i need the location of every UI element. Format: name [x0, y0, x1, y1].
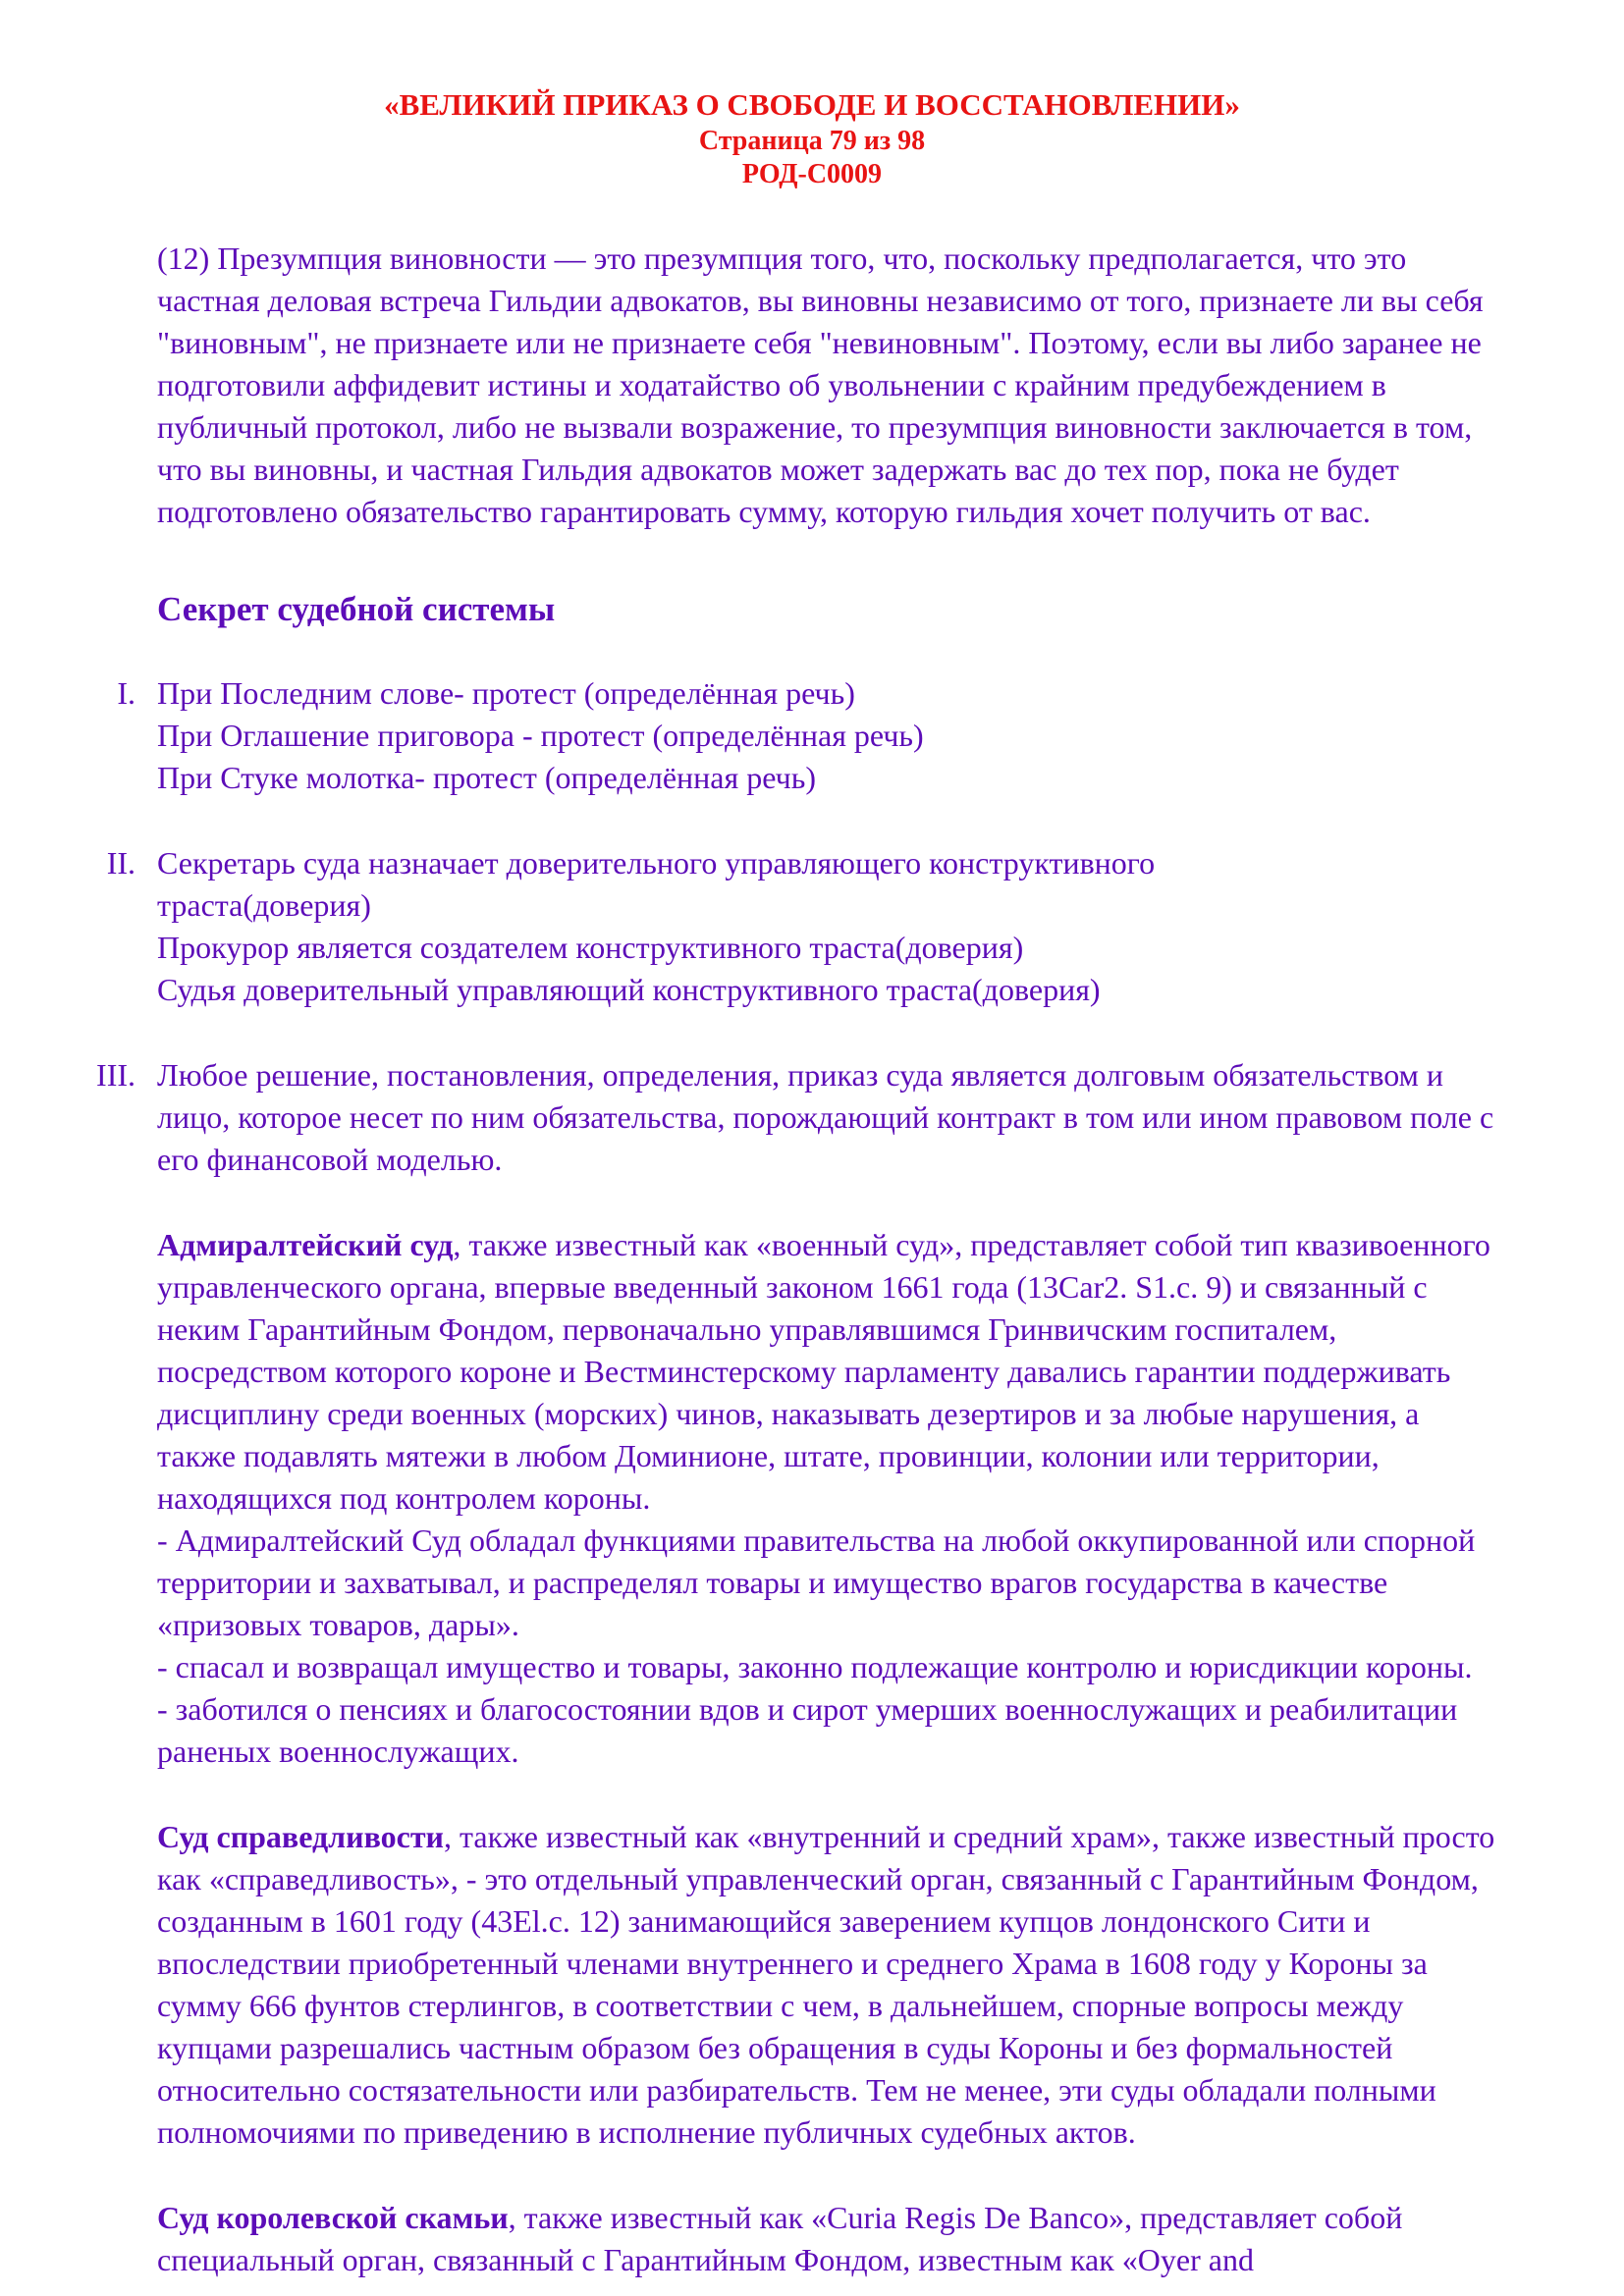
list-numeral: II. — [106, 844, 135, 881]
list-numeral: III. — [96, 1056, 135, 1093]
list-item — [96, 1054, 1504, 1181]
kings-bench-body: , также известный как «Curia Regis De Banco», представляет собой специальный орган, связанный с Гарантийным Фондом, известным как «Oyer and — [157, 2199, 1403, 2277]
list-item — [106, 842, 1504, 1011]
admiralty-court-text — [157, 1224, 1504, 1520]
admiralty-bullet: - спасал и возвращал имущество и товары, законно подлежащие контролю и юрисдикции короны. — [157, 1648, 1473, 1684]
paragraph-presumption-of-guilt: (12) Презумпция виновности — это презумпция того, что, поскольку предполагается, что это частная деловая встреча Гильдии адвокатов, вы виновны независимо от того, признаете ли вы себя "виновным", не признаете или не признаете себя "невиновным". Поэтому, если вы либо заранее не подготовили аффидевит истины и ходатайство об увольнении с крайним предубеждением в публичный протокол, либо не вызвали возражение, то презумпция виновности заключается в том, что вы виновны, и частная Гильдия адвокатов может задержать вас до тех пор, пока не будет подготовлено обязательство гарантировать сумму, которую гильдия хочет получить от вас. — [157, 240, 1484, 529]
kings-bench-text — [157, 2197, 1504, 2281]
list-numeral: I. — [117, 674, 135, 711]
list-line: При Оглашение приговора - протест (определённая речь) — [157, 717, 924, 753]
list-line: При Стуке молотка- протест (определённая речь) — [157, 759, 816, 795]
admiralty-court-term: Адмиралтейский суд — [157, 1226, 454, 1262]
page-number: Страница 79 из 98 — [698, 126, 926, 157]
list-item-content — [157, 1054, 1504, 1181]
document-title: «ВЕЛИКИЙ ПРИКАЗ О СВОБОДЕ И ВОССТАНОВЛЕНИИ» — [384, 87, 1240, 122]
admiralty-bullet: - Адмиралтейский Суд обладал функциями правительства на любой оккупированной или спорной территории и захватывал, и распределял товары и имущество врагов государства в качестве «призовых товаров, дары». — [157, 1522, 1476, 1642]
list-item — [117, 672, 1504, 799]
kings-bench-term: Суд королевской скамьи — [157, 2199, 509, 2235]
admiralty-court-body: , также известный как «военный суд», представляет собой тип квазивоенного управленческого органа, впервые введенный законом 1661 года (13Car2. S1.c. 9) и связанный с неким Гарантийным Фондом, первоначально управлявшимся Гринвичским госпиталем, посредством которого короне и Вестминстерскому парламенту давались гарантии поддерживать дисциплину среди военных (морских) чинов, наказывать дезертиров и за любые нарушения, а также подавлять мятежи в любом Доминионе, штате, провинции, колонии или территории, находящихся под контролем короны. — [157, 1226, 1490, 1516]
document-code: РОД-С0009 — [741, 158, 883, 189]
list-line: Прокурор является создателем конструктивного траста(доверия) — [157, 929, 1024, 965]
list-item-content — [157, 842, 1504, 1011]
list-line: траста(доверия) — [157, 886, 371, 923]
list-line: При Последним слове- протест (определённая речь) — [157, 674, 855, 711]
roman-numeral-list — [96, 672, 1504, 1181]
list-line: Судья доверительный управляющий конструктивного траста(доверия) — [157, 971, 1101, 1007]
section-heading: Секрет судебной системы — [157, 589, 556, 628]
equity-court-term: Суд справедливости — [157, 1818, 444, 1854]
paragraph-equity-court — [157, 1816, 1504, 2154]
list-line: Любое решение, постановления, определения, приказ суда является долговым обязательством и лицо, которое несет по ним обязательства, порождающий контракт в том или ином правовом поле с его финансовой моделью. — [157, 1056, 1494, 1177]
list-item-content — [157, 672, 1504, 799]
document-body — [0, 238, 1624, 2281]
paragraph-kings-bench-court — [157, 2197, 1504, 2281]
admiralty-bullet: - заботился о пенсиях и благосостоянии вдов и сирот умерших военнослужащих и реабилитации раненых военнослужащих. — [157, 1690, 1458, 1769]
equity-court-body: , также известный как «внутренний и средний храм», также известный просто как «справедливость», - это отдельный управленческий орган, связанный с Гарантийным Фондом, созданным в 1601 году (43El.c. 12) занимающийся заверением купцов лондонского Сити и впоследствии приобретенный членами внутреннего и среднего Храма в 1608 году у Короны за сумму 666 фунтов стерлингов, в соответствии с чем, в дальнейшем, спорные вопросы между купцами разрешались частным образом без обращения в суды Короны и без формальностей относительно состязательности или разбирательств. Тем не менее, эти суды обладали полными полномочиями по приведению в исполнение публичных судебных актов. — [157, 1818, 1495, 2150]
document-header — [0, 0, 1624, 190]
paragraph-admiralty-court — [157, 1224, 1504, 1773]
equity-court-text — [157, 1816, 1504, 2154]
list-line: Секретарь суда назначает доверительного управляющего конструктивного — [157, 844, 1156, 881]
